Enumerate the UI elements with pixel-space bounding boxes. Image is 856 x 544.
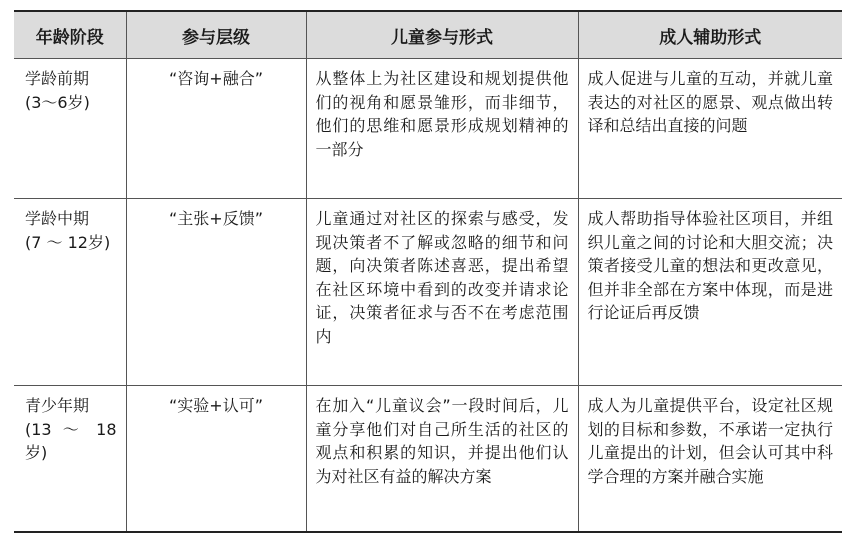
table-row xyxy=(14,386,842,532)
header-child-form: 儿童参与形式 xyxy=(306,11,578,59)
participation-table xyxy=(14,10,842,533)
level-cell: “主张+反馈” xyxy=(126,199,306,386)
adult-form-cell: 成人帮助指导体验社区项目，并组织儿童之间的讨论和大胆交流；决策者接受儿童的想法和更改意见，但并非全部在方案中体现，而是进行论证后再反馈 xyxy=(578,199,842,386)
header-participation-level: 参与层级 xyxy=(126,11,306,59)
stage-age: (3～6岁) xyxy=(25,92,90,112)
table-container xyxy=(14,10,842,533)
stage-name: 学龄中期 xyxy=(25,209,90,228)
stage-name: 青少年期 xyxy=(25,396,90,415)
child-form-cell: 儿童通过对社区的探索与感受，发现决策者不了解或忽略的细节和问题，向决策者陈述喜恶，提出希望在社区环境中看到的改变并请求论证，决策者征求与否不在考虑范围内 xyxy=(306,199,578,386)
header-row xyxy=(14,11,842,59)
stage-cell xyxy=(14,386,126,532)
table-row xyxy=(14,199,842,386)
level-cell: “实验+认可” xyxy=(126,386,306,532)
adult-form-cell: 成人为儿童提供平台，设定社区规划的目标和参数，不承诺一定执行儿童提出的计划，但会认可其中科学合理的方案并融合实施 xyxy=(578,386,842,532)
stage-age: (13 ～ 18岁) xyxy=(25,419,117,462)
header-adult-form: 成人辅助形式 xyxy=(578,11,842,59)
level-cell: “咨询+融合” xyxy=(126,59,306,199)
header-age-stage: 年龄阶段 xyxy=(14,11,126,59)
adult-form-cell: 成人促进与儿童的互动，并就儿童表达的对社区的愿景、观点做出转译和总结出直接的问题 xyxy=(578,59,842,199)
stage-cell xyxy=(14,199,126,386)
child-form-cell: 在加入“儿童议会”一段时间后，儿童分享他们对自己所生活的社区的观点和积累的知识，并提出他们认为对社区有益的解决方案 xyxy=(306,386,578,532)
stage-cell xyxy=(14,59,126,199)
child-form-cell: 从整体上为社区建设和规划提供他们的视角和愿景雏形，而非细节，他们的思维和愿景形成规划精神的一部分 xyxy=(306,59,578,199)
stage-age: (7 ～ 12岁) xyxy=(25,232,111,252)
table-row xyxy=(14,59,842,199)
stage-name: 学龄前期 xyxy=(25,69,90,88)
